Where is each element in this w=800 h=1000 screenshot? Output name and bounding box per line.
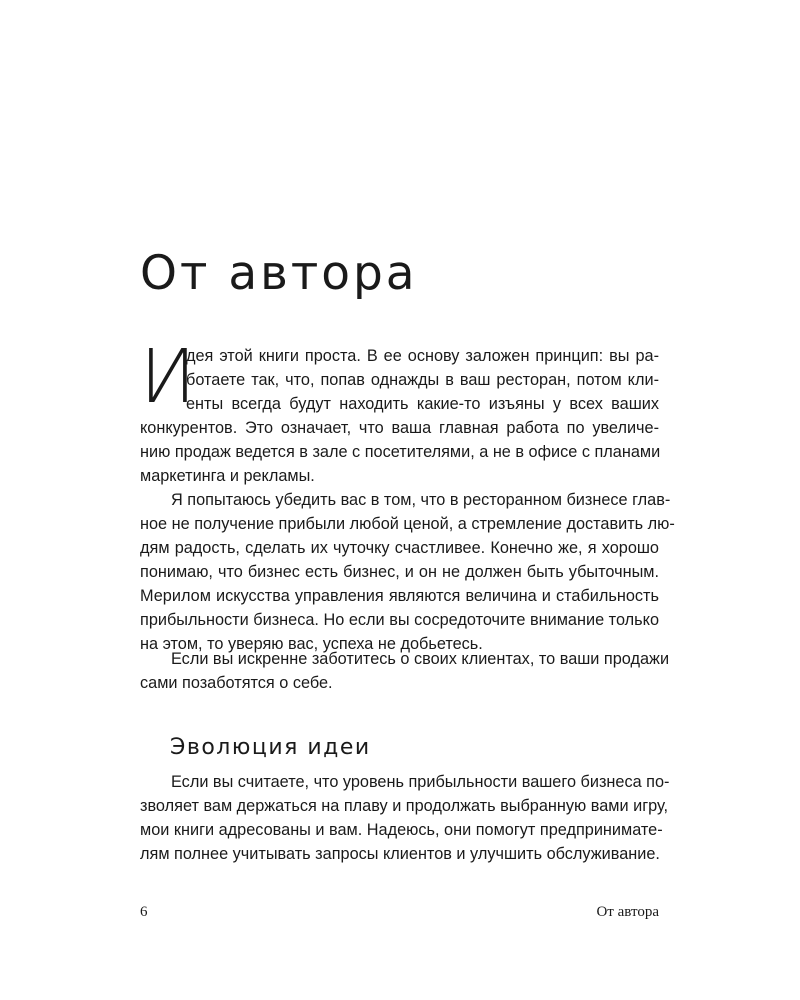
paragraph-line: енты всегда будут находить какие-то изъяны у всех ваших	[186, 395, 659, 413]
section-heading: Эволюция идеи	[170, 735, 371, 760]
paragraph-line: Я попытаюсь убедить вас в том, что в ресторанном бизнесе глав-	[171, 491, 671, 509]
paragraph-line: Если вы считаете, что уровень прибыльности вашего бизнеса по-	[171, 773, 670, 791]
running-title: От автора	[596, 904, 659, 920]
paragraph-2	[140, 488, 675, 656]
paragraph-line: ботаете так, что, попав однажды в ваш ресторан, потом кли-	[186, 371, 659, 389]
paragraph-line: зволяет вам держаться на плаву и продолжать выбранную вами игру,	[140, 797, 669, 815]
drop-cap: И	[140, 334, 196, 420]
intro-paragraph	[140, 334, 661, 488]
paragraph-line: нию продаж ведется в зале с посетителями, а не в офисе с планами	[140, 443, 661, 461]
paragraph-line: на этом, то уверяю вас, успеха не добьетесь.	[140, 635, 483, 653]
paragraph-line: понимаю, что бизнес есть бизнес, и он не должен быть убыточным.	[140, 563, 659, 581]
paragraph-3	[140, 647, 670, 695]
paragraph-line: ное не получение прибыли любой ценой, а стремление доставить лю-	[140, 515, 675, 533]
paragraph-line: дям радость, сделать их чуточку счастливее. Конечно же, я хорошо	[140, 539, 659, 557]
paragraph-line: мои книги адресованы и вам. Надеюсь, они помогут предпринимате-	[140, 821, 663, 839]
paragraph-line: конкурентов. Это означает, что ваша главная работа по увеличе-	[140, 419, 659, 437]
paragraph-4	[140, 770, 670, 866]
paragraph-line: лям полнее учитывать запросы клиентов и улучшить обслуживание.	[140, 845, 660, 863]
paragraph-line: Мерилом искусства управления являются величина и стабильность	[140, 587, 659, 605]
paragraph-line: маркетинга и рекламы.	[140, 467, 315, 485]
paragraph-line: дея этой книги проста. В ее основу заложен принцип: вы ра-	[186, 347, 659, 365]
paragraph-line: сами позаботятся о себе.	[140, 674, 333, 692]
paragraph-line: Если вы искренне заботитесь о своих клиентах, то ваши продажи	[171, 650, 670, 668]
paragraph-line: прибыльности бизнеса. Но если вы сосредоточите внимание только	[140, 611, 659, 629]
chapter-title: От автора	[140, 246, 418, 301]
page-number: 6	[140, 904, 148, 920]
